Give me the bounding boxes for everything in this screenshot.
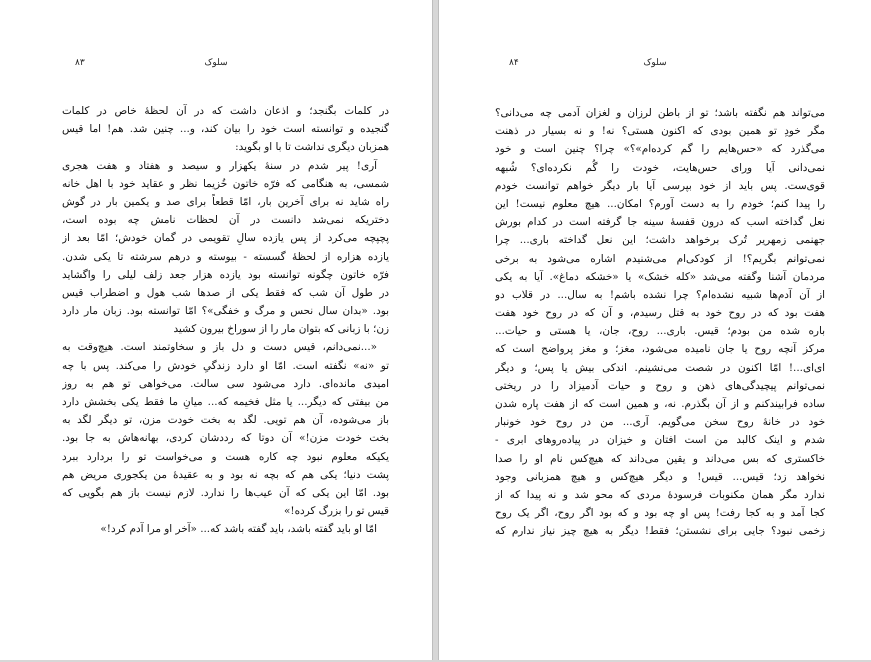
text-line: جهنمی زمهریر تُرک برخواهد داشت؛ این نعل گداخته باری... چرا: [495, 234, 825, 247]
text-line: شدم و اینک کالبد من است افتان و خیزان در پیاده‌روهای ابری -: [495, 434, 825, 447]
right-page-title: سلوک: [643, 58, 667, 68]
text-line: بخت خودت مزن!» آن دوتا که رددشان کردی، بهانه‌هاش به جا بود.: [62, 432, 389, 445]
text-line: ندارد مگر همان مکنوبات فرسودهٔ مردی که محو شد و نه پیدا که از: [495, 488, 825, 501]
text-line: یازده هزاره از لحظهٔ گسسته - بیوسته و درهم سرشته تا یکی شدن.: [62, 250, 389, 263]
text-line: پچپچه می‌کرد از پس یازده سالِ تقویمی در گمان خودش؛ امّا بعد از: [62, 232, 389, 245]
right-page-header: [439, 58, 871, 74]
left-page-body: [62, 102, 389, 539]
text-line: بود. امّا این یکی که آن عیب‌ها را ندارد. لازم نیست باز هم بگویی که: [62, 486, 389, 499]
text-line: شمسی، به هنگامی که فرّه خاتون خُزیما نظر و عقاید خود با اهل خانه: [62, 177, 389, 190]
text-line: مرکز آنچه روح یا جان نامیده می‌شود، مغز؛ و مغز پرواضح است که: [495, 343, 825, 356]
text-line: آری! پیر شدم در سنهٔ یکهزار و سیصد و هفتاد و هفت هجری: [62, 159, 377, 172]
text-line: را پیدا کنم؛ خودم را به دست آورم؟ امکان... هیچ معلوم نیست! این: [495, 197, 825, 210]
text-line: تو «نه» نگفته است. امّا او دارد زندگیِ خودش را می‌کند. پس با چه: [62, 359, 389, 372]
left-page-number: ۸۳: [75, 58, 85, 68]
text-line: در طول آن شب که فقط یکی از صدها شب هول و اضطراب قیس: [62, 286, 389, 299]
text-line: مگر خودِ تو همین بودی که اکنون هستی؟ نه! و نه بسیار در ذهنت: [495, 125, 825, 138]
text-line: قیس تو را بزرگ کرده!»: [284, 505, 389, 518]
text-line: کجا آمد و به کجا رفت! پس او چه بود و که بود اگر روح، اگر یک روح: [495, 507, 825, 520]
text-line: نعل گداخته اسب که درون قفسهٔ سینه جا گرفته است در کدام بورش: [495, 216, 825, 229]
text-line: باره شده من بودم؛ قیس. باری... روح، جان، یا هستی و حیات...: [495, 325, 825, 338]
text-line: از آن آدم‌ها شبیه نشده‌ام؟ چرا نشده باشم! به سال... در قلاب دو: [495, 288, 825, 301]
text-line: باز می‌شوده، آن هم تویی. لگد به بخت خودت مزن، تو دیگر لگد به: [62, 414, 389, 427]
text-line: هفت بود که در روح خود به قتل رسیدم، و آن که در روح خود هفت: [495, 307, 825, 320]
text-line: امّا او باید گفته باشد، باید گفته باشد که... «آخر او مرا آدم کرد!»: [100, 523, 377, 536]
text-line: زخمی نبود؟ جایی برای نشستن؛ فقط! دیگر به هیچ چیز نیاز ندارم که: [495, 525, 825, 538]
text-line: خاکستری که بس می‌داند و یقین می‌داند که هیچ‌کس نام او را صدا: [495, 452, 825, 465]
text-line: نمی‌توانم پیچیدگی‌های ذهن و روح و حیات آدمیزاد را در ریختی: [495, 379, 825, 392]
text-line: یکیکه معلوم نبود چه کاره هست و می‌خواست تو را بردارد ببرد: [62, 450, 389, 463]
text-line: نخواهد زد؛ قیس... قیس! و دیگر هیچ‌کس و هیچ همزبانی وجود: [495, 470, 825, 483]
text-line: پشت دنیا؛ یکی هم که بچه نه بود و به عقیدهٔ من یکجوری مریض هم: [62, 468, 389, 481]
text-line: گنجیده و توانسته است خود را بیان کند، و... چنین شد. هم! اما قیس: [62, 123, 389, 136]
text-line: در کلمات بگنجد؛ و اذعان داشت که در آن لحظهٔ خاص در کلمات: [62, 105, 389, 117]
text-line: همزبان دیگری نداشت تا با او بگوید:: [235, 141, 389, 154]
right-page-number: ۸۴: [509, 58, 519, 68]
text-line: قوی‌ست. پس باید از خود بپرسی آیا بار دیگر خواهم توانست خودم: [495, 179, 825, 192]
text-line: ساده فرابیندکنم و از آن بگذرم. نه، و همین است که از هفت پاره شدن: [495, 398, 825, 410]
text-line: فرّه خاتون چگونه توانسته بود یازده هزار جعد زلف لیلی را واگشاید: [62, 268, 389, 281]
left-page-title: سلوک: [204, 58, 228, 68]
text-line: ای‌ای...! امّا اکنون در شصت می‌نشینم. اندکی بیش یا پس؛ و دیگر: [495, 361, 825, 374]
text-line: من بیفتی که دیگر... یا مثل فخیمه که... میانِ ما فقط یکی بخشش دارد: [62, 396, 389, 408]
text-line: نمی‌دانی آیا ورای حس‌هایت، خودت را گُم نکرده‌ای؟ شُبهه: [495, 161, 825, 174]
right-page-body: [495, 104, 825, 541]
text-line: می‌گذرد که «حس‌هایم را گم کرده‌ام»؟» چرا؟ چنین است و خود: [495, 143, 825, 156]
text-line: خود در خانهٔ روح سخن می‌گویم. آری... من در روح خود خونبار: [495, 416, 825, 429]
text-line: امیدی مانده‌ای. دارد می‌شود سی سالت. می‌خواهی تو هم به روز: [62, 377, 389, 390]
text-line: مردمان آشنا وگفته می‌شد «کله خشک» یا «خشکه دماغ». آیا به یکی: [495, 270, 825, 283]
text-line: دختریکه نمی‌شد دانست در آن لحظات نامش چه بوده است،: [62, 214, 389, 227]
text-line: می‌تواند هم نگفته باشد؛ تو از باطن لرزان و لغزان آدمی چه می‌دانی؟: [495, 107, 825, 119]
text-line: نمی‌توانم بگریم؟! از کودکی‌ام می‌شنیدم اشاره می‌شود به برخی: [495, 252, 825, 265]
text-line: «...نمی‌دانم، قیس دست و دل باز و سخاوتمند است. هیچ‌وقت به: [62, 341, 377, 354]
text-line: بود. «بدان سال نحس و مرگ و خفگی»؟ امّا توانسته بود. زبان مار دارد: [62, 305, 389, 318]
left-page-header: [0, 58, 432, 74]
text-line: زن؛ با زبانی که بتوان مار را از سوراخ بیرون کشید: [173, 323, 389, 336]
text-line: راه شاید نه برای آخرین بار، امّا قطعاً برای صد و یکمین بار در گوش: [62, 195, 389, 208]
